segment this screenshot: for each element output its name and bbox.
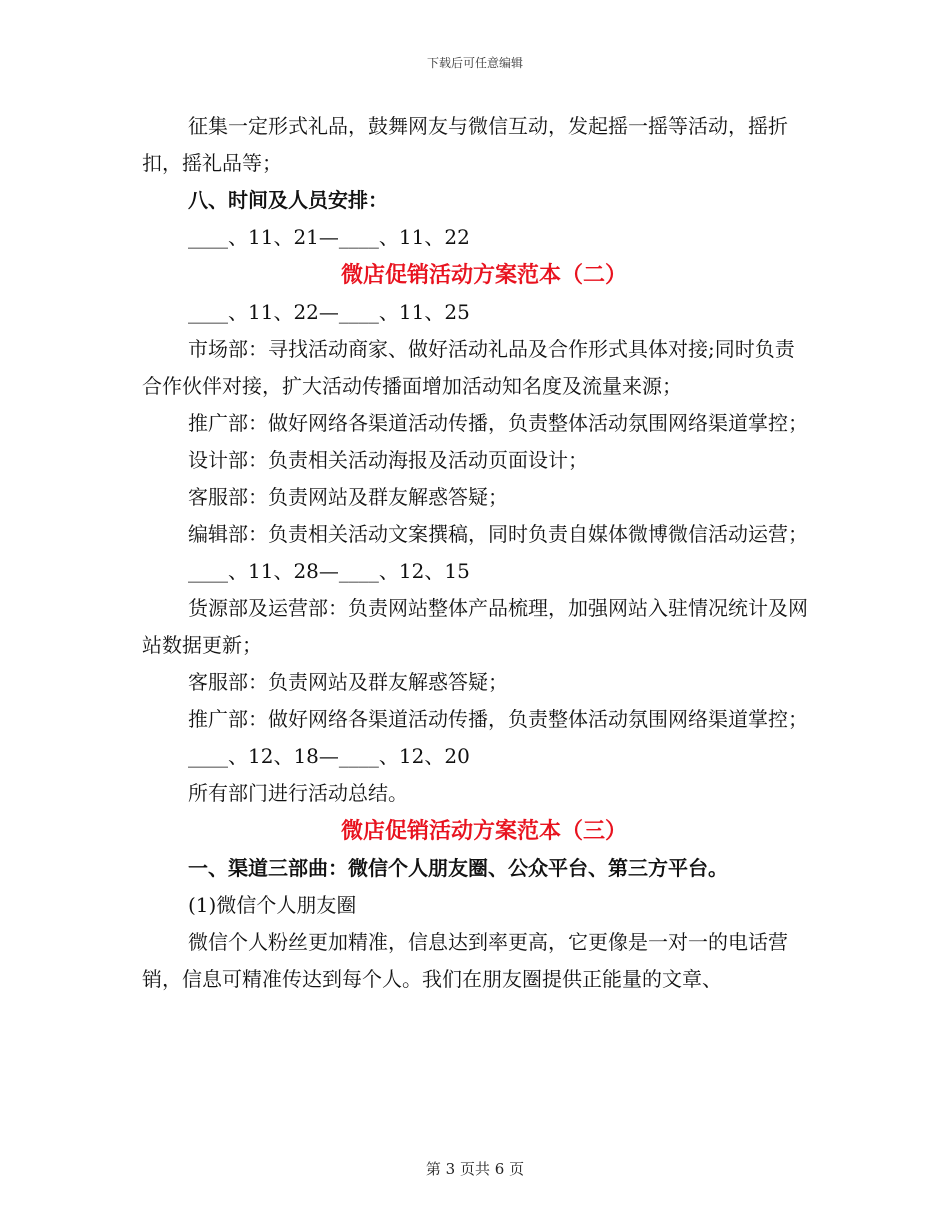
- section-heading: 一、渠道三部曲：微信个人朋友圈、公众平台、第三方平台。: [188, 856, 728, 880]
- paragraph: 客服部：负责网站及群友解惑答疑；: [188, 670, 508, 694]
- document-body: [142, 108, 808, 998]
- paragraph: 推广部：做好网络各渠道活动传播，负责整体活动氛围网络渠道掌控；: [188, 707, 808, 731]
- section-title: 微店促销活动方案范本（三）: [340, 818, 627, 844]
- section-title: 微店促销活动方案范本（二）: [340, 262, 627, 288]
- paragraph: 客服部：负责网站及群友解惑答疑；: [188, 485, 508, 509]
- paragraph: 所有部门进行活动总结。: [188, 781, 408, 805]
- paragraph: 微信个人粉丝更加精准，信息达到率更高，它更像是一对一的电话营销，信息可精准传达到每个人。我们在朋友圈提供正能量的文章、: [142, 930, 788, 991]
- paragraph: 编辑部：负责相关活动文案撰稿，同时负责自媒体微博微信活动运营；: [188, 522, 808, 546]
- paragraph: 货源部及运营部：负责网站整体产品梳理，加强网站入驻情况统计及网站数据更新；: [142, 596, 808, 657]
- paragraph: ____、11、22—____、11、25: [188, 300, 470, 324]
- paragraph: 推广部：做好网络各渠道活动传播，负责整体活动氛围网络渠道掌控；: [188, 411, 808, 435]
- section-heading: 八、时间及人员安排：: [188, 188, 388, 212]
- paragraph: (1)微信个人朋友圈: [188, 893, 357, 917]
- paragraph: ____、11、21—____、11、22: [188, 225, 470, 249]
- paragraph: 设计部：负责相关活动海报及活动页面设计；: [188, 448, 588, 472]
- paragraph: ____、12、18—____、12、20: [188, 744, 470, 768]
- paragraph: ____、11、28—____、12、15: [188, 559, 470, 583]
- page-header: 下载后可任意编辑: [426, 56, 523, 70]
- paragraph: 征集一定形式礼品，鼓舞网友与微信互动，发起摇一摇等活动，摇折扣，摇礼品等；: [142, 114, 788, 175]
- page-footer: 第 3 页共 6 页: [425, 1160, 525, 1178]
- paragraph: 市场部：寻找活动商家、做好活动礼品及合作形式具体对接;同时负责合作伙伴对接，扩大活动传播面增加活动知名度及流量来源；: [142, 337, 795, 398]
